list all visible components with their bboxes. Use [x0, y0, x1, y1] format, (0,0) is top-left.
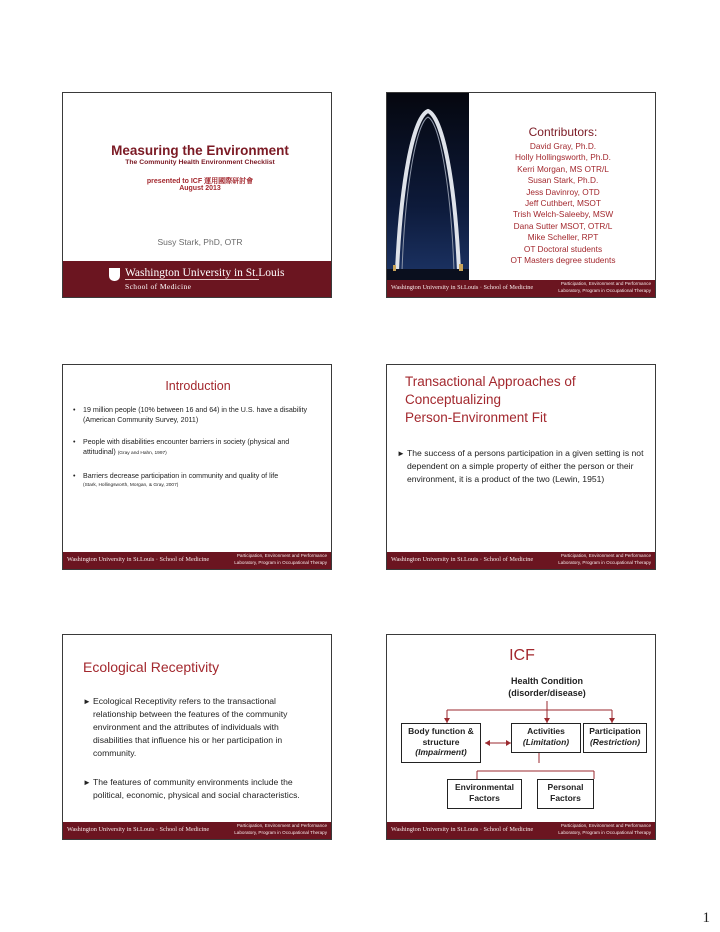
bullet-item: ► Ecological Receptivity refers to the transactional relationship between the features of the community environment and the attributes of individuals with disabilities that influence his or her participation in community.: [83, 696, 288, 758]
slide-heading: Ecological Receptivity: [83, 659, 220, 675]
slide-footer: Washington University in St.Louis · School of Medicine Participation, Environment and Performance Laboratory, Program in Occupational Therapy: [387, 822, 655, 839]
contributor-name: Mike Scheller, RPT: [527, 232, 599, 243]
presentation-date: August 2013: [179, 185, 221, 192]
ecological-bullet-list: [83, 695, 319, 818]
presentation-subtitle: The Community Health Environment Checklist: [125, 159, 275, 166]
bullet-item: • Barriers decrease participation in community and quality of life (Stark, Hollingsworth, Morgan, & Gray, 2007): [73, 472, 279, 488]
contributor-name: Kerri Morgan, MS OTR/L: [517, 163, 609, 174]
contributors-list: [469, 141, 656, 266]
personal-factors-box: Personal Factors: [537, 779, 594, 809]
contributor-name: Susan Stark, Ph.D.: [527, 175, 599, 186]
contributor-name: Jess Davinroy, OTD: [526, 186, 600, 197]
university-logo-text: Washington University in St.Louis: [125, 267, 285, 279]
health-condition-label: Health Condition (disorder/disease): [508, 676, 586, 698]
environmental-factors-box: Environmental Factors: [447, 779, 522, 809]
slide-footer: Washington University in St.Louis · School of Medicine Participation, Environment and Performance Laboratory, Program in Occupational Therapy: [387, 552, 655, 569]
gateway-arch-photo: [387, 93, 469, 281]
slide-footer: Washington University in St.Louis · School of Medicine Participation, Environment and Performance Laboratory, Program in Occupational Therapy: [63, 822, 331, 839]
contributor-name: OT Masters degree students: [510, 255, 616, 266]
body-function-box: Body function & structure (Impairment): [401, 723, 481, 763]
author: Susy Stark, PhD, OTR: [157, 237, 243, 247]
contributor-name: Trish Welch-Saleeby, MSW: [512, 209, 614, 220]
presentation-title: Measuring the Environment: [111, 143, 289, 158]
footer-university: Washington University in St.Louis · School of Medicine: [391, 284, 534, 291]
contributor-name: OT Doctoral students: [523, 243, 603, 254]
slide-contributors: [386, 92, 656, 298]
slide-ecological-receptivity: [62, 634, 332, 840]
contributors-title: Contributors:: [528, 125, 598, 139]
contributor-name: Holly Hollingsworth, Ph.D.: [515, 152, 611, 163]
slide-heading: Transactional Approaches of Conceptualizing Person-Environment Fit: [405, 374, 576, 425]
university-crest-icon: [109, 268, 120, 281]
bullet-item: • 19 million people (10% between 16 and 64) in the U.S. have a disability (American Community Survey, 2011): [73, 406, 307, 424]
slide-title: [62, 92, 332, 298]
activities-box: Activities (Limitation): [511, 723, 581, 753]
transactional-bullet: ► The success of a persons participation in a given setting is not dependent on a simple property of either the person or their environment, it is a product of the two (Lewin, 1951): [397, 448, 644, 484]
contributor-name: Dana Sutter MSOT, OTR/L: [513, 220, 613, 231]
participation-box: Participation (Restriction): [583, 723, 647, 753]
slide-heading: ICF: [509, 647, 535, 664]
school-logo-text: School of Medicine: [125, 282, 192, 291]
contributor-name: David Gray, Ph.D.: [529, 141, 597, 151]
presented-to: presented to ICF 運用國際研討會: [146, 178, 254, 185]
slide-introduction: [62, 364, 332, 570]
footer-lab: Participation, Environment and Performance Laboratory, Program in Occupational Therapy: [558, 281, 651, 293]
slide-icf: [386, 634, 656, 840]
bullet-item: ► The features of community environments include the political, economic, physical and social characteristics.: [83, 777, 300, 800]
slide-transactional: [386, 364, 656, 570]
university-banner: [63, 261, 331, 297]
page-number: 1: [702, 910, 710, 926]
bullet-item: • People with disabilities encounter barriers in society (physical and attitudinal) (Gray and Hahn, 1997): [73, 438, 290, 456]
slide-footer: [387, 280, 655, 297]
contributor-name: Jeff Cuthbert, MSOT: [525, 198, 601, 209]
intro-bullet-list: [73, 405, 323, 503]
slide-footer: Washington University in St.Louis · School of Medicine Participation, Environment and Performance Laboratory, Program in Occupational Therapy: [63, 552, 331, 569]
slide-heading: Introduction: [165, 379, 231, 393]
